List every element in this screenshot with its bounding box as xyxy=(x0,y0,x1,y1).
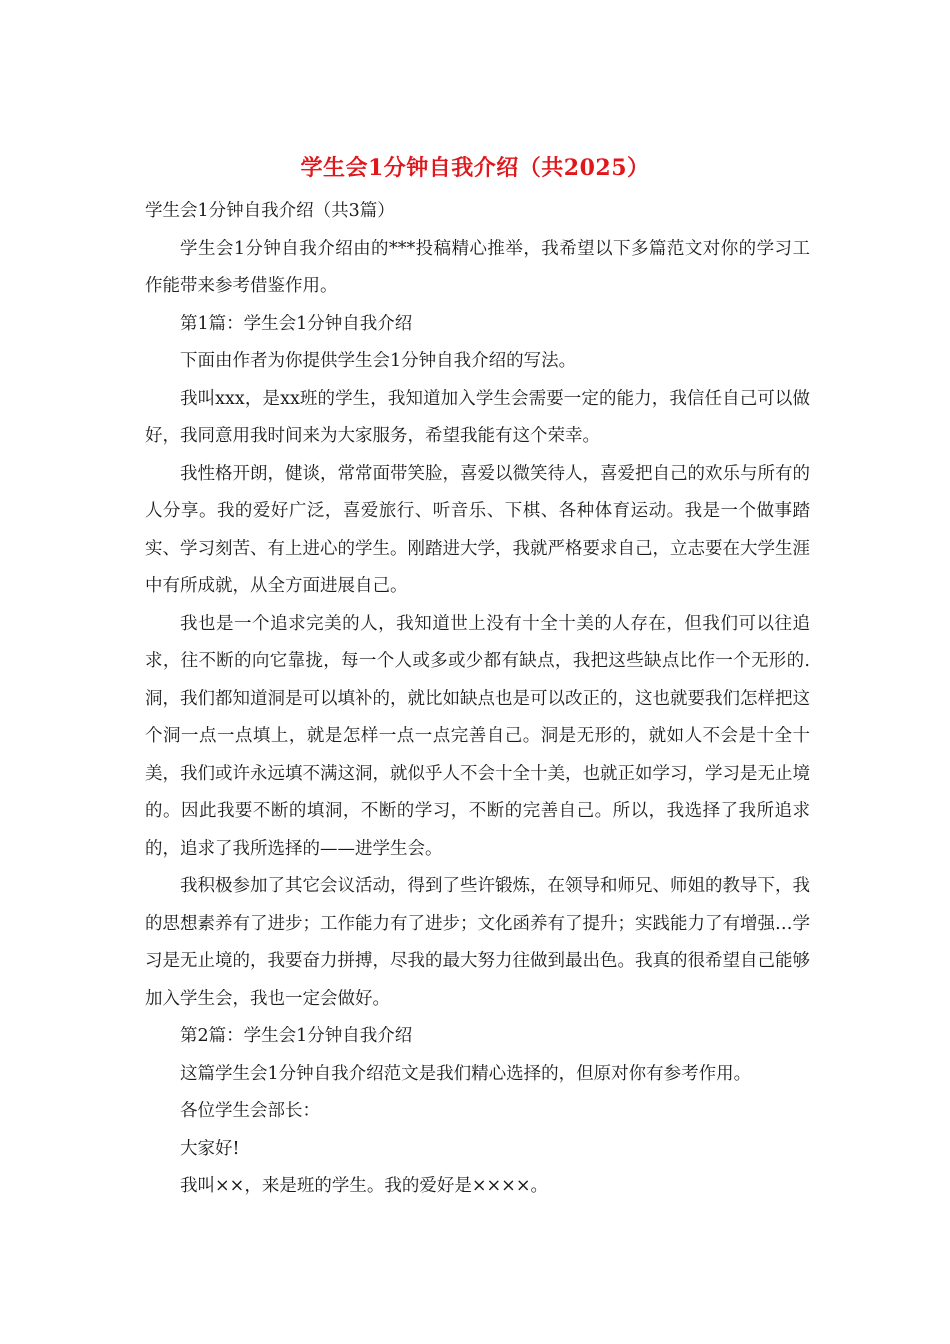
section-heading-2: 第2篇：学生会1分钟自我介绍 xyxy=(180,1026,413,1046)
salutation: 各位学生会部长： xyxy=(180,1101,320,1121)
paragraph: 我性格开朗，健谈，常常面带笑脸，喜爱以微笑待人，喜爱把自己的欢乐与所有的人分享。我的爱好广泛，喜爱旅行、听音乐、下棋、各种体育运动。我是一个做事踏实、学习刻苦、有上进心的学生。刚踏进大学，我就严格要求自己，立志要在大学生涯中有所成就，从全方面进展自己。 xyxy=(145,463,810,596)
paragraph: 下面由作者为你提供学生会1分钟自我介绍的写法。 xyxy=(180,351,577,371)
document-subtitle: 学生会1分钟自我介绍（共3篇） xyxy=(145,201,395,221)
intro-paragraph: 学生会1分钟自我介绍由的***投稿精心推举，我希望以下多篇范文对你的学习工作能带来参考借鉴作用。 xyxy=(145,238,810,296)
section-heading-1: 第1篇：学生会1分钟自我介绍 xyxy=(180,313,413,334)
paragraph: 我积极参加了其它会议活动，得到了些许锻炼，在领导和师兄、师姐的教导下，我的思想素养有了进步；工作能力有了进步；文化函养有了提升；实践能力了有增强…学习是无止境的，我要奋力拼搏，尽我的最大努力往做到最出色。我真的很希望自己能够加入学生会，我也一定会做好。 xyxy=(145,876,810,1009)
paragraph: 这篇学生会1分钟自我介绍范文是我们精心选择的，但原对你有参考作用。 xyxy=(180,1063,752,1084)
greeting: 大家好! xyxy=(180,1138,240,1159)
document-body xyxy=(145,193,810,1206)
document-title: 学生会1分钟自我介绍（共2025） xyxy=(300,155,650,181)
paragraph: 我也是一个追求完美的人，我知道世上没有十全十美的人存在，但我们可以往追求，往不断的向它靠拢，每一个人或多或少都有缺点，我把这些缺点比作一个无形的.洞，我们都知道洞是可以填补的，就比如缺点也是可以改正的，这也就要我们怎样把这个洞一点一点填上，就是怎样一点一点完善自己。洞是无形的，就如人不会是十全十美，我们或许永远填不满这洞，就似乎人不会十全十美，也就正如学习，学习是无止境的。因此我要不断的填洞，不断的学习，不断的完善自己。所以，我选择了我所追求的，追求了我所选择的——进学生会。 xyxy=(145,613,810,859)
paragraph: 我叫××，来是班的学生。我的爱好是××××。 xyxy=(180,1176,548,1196)
paragraph: 我叫xxx，是xx班的学生，我知道加入学生会需要一定的能力，我信任自己可以做好，我同意用我时间来为大家服务，希望我能有这个荣幸。 xyxy=(145,388,810,446)
